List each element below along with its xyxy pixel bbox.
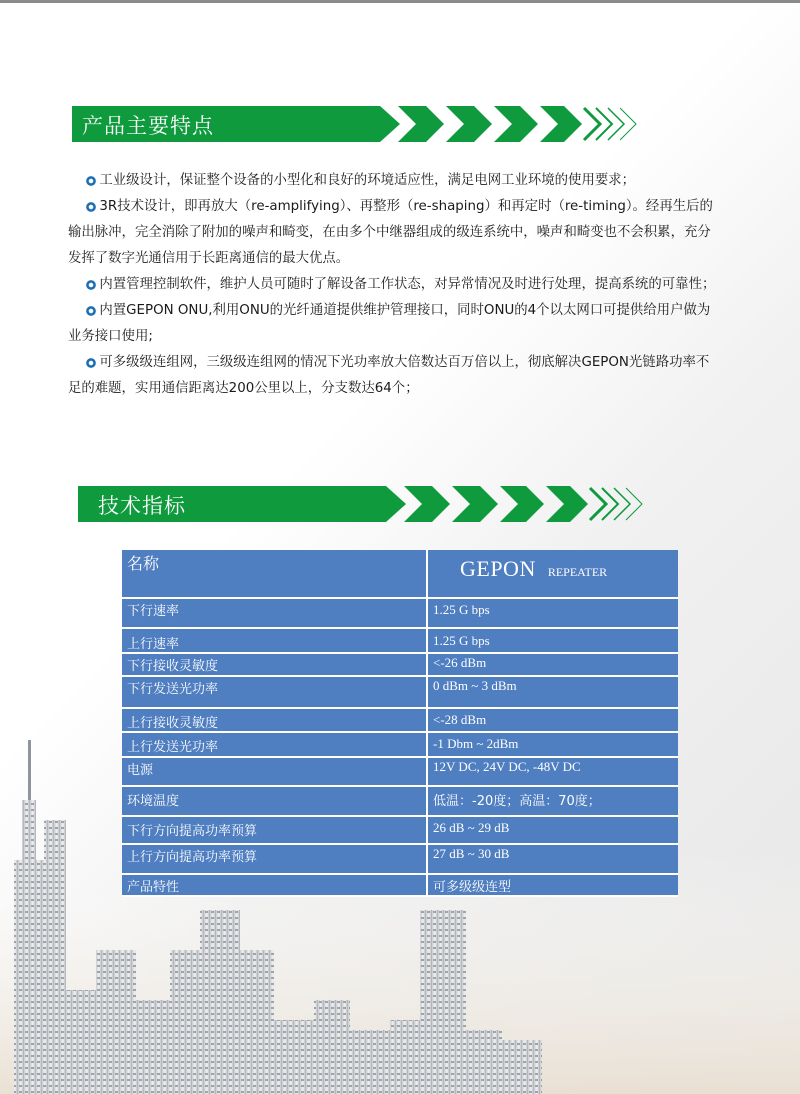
header-product-cell	[428, 550, 678, 599]
spec-name-cell: 下行接收灵敏度	[122, 654, 428, 677]
spec-value-cell: 27 dB ~ 30 dB	[428, 845, 678, 875]
table-row	[122, 677, 678, 709]
feature-item: 内置管理控制软件，维护人员可随时了解设备工作状态，对异常情况及时进行处理，提高系统的可靠性；	[68, 272, 718, 298]
feature-item: 内置GEPON ONU,利用ONU的光纤通道提供维护管理接口，同时ONU的4个以太网口可提供给用户做为业务接口使用;	[68, 303, 711, 344]
spec-value-cell: 26 dB ~ 29 dB	[428, 817, 678, 845]
spec-value-cell: 低温：-20度；高温：70度；	[428, 787, 678, 817]
table-row	[122, 629, 678, 654]
features-section-banner	[72, 104, 682, 144]
spec-table	[122, 550, 678, 897]
table-row	[122, 733, 678, 758]
spec-value-cell: -1 Dbm ~ 2dBm	[428, 733, 678, 758]
table-row	[122, 599, 678, 629]
spec-name-cell: 下行方向提高功率预算	[122, 817, 428, 845]
feature-list	[68, 168, 718, 402]
table-row	[122, 787, 678, 817]
product-name: GEPON	[460, 556, 536, 581]
bullet-icon	[86, 306, 96, 316]
spec-value-cell: 1.25 G bps	[428, 629, 678, 654]
spec-value-cell: 可多级级连型	[428, 875, 678, 897]
spec-name-cell: 电源	[122, 758, 428, 787]
features-section-title: 产品主要特点	[82, 114, 214, 138]
spec-value-cell: 0 dBm ~ 3 dBm	[428, 677, 678, 709]
spec-name-cell: 上行接收灵敏度	[122, 709, 428, 733]
bullet-icon	[86, 176, 96, 186]
spec-name-cell: 下行速率	[122, 599, 428, 629]
feature-item: 可多级级连组网，三级级连组网的情况下光功率放大倍数达百万倍以上，彻底解决GEPON光链路功率不足的难题，实用通信距离达200公里以上，分支数达64个；	[68, 355, 710, 396]
spec-name-cell: 上行方向提高功率预算	[122, 845, 428, 875]
spec-name-cell: 上行速率	[122, 629, 428, 654]
spec-name-cell: 上行发送光功率	[122, 733, 428, 758]
bullet-icon	[86, 202, 96, 212]
feature-item: 3R技术设计，即再放大（re-amplifying）、再整形（re-shaping）和再定时（re-timing）。经再生后的输出脉冲，完全消除了附加的噪声和畸变，在由多个中继器组成的级连系统中，噪声和畸变也不会积累，充分发挥了数字光通信用于长距离通信的最大优点。	[68, 199, 713, 266]
feature-item: 工业级设计，保证整个设备的小型化和良好的环境适应性，满足电网工业环境的使用要求；	[68, 168, 718, 194]
header-name-cell: 名称	[122, 550, 428, 599]
spec-value-cell: 12V DC, 24V DC, -48V DC	[428, 758, 678, 787]
table-row	[122, 875, 678, 897]
table-row	[122, 845, 678, 875]
spec-value-cell: <-28 dBm	[428, 709, 678, 733]
specs-section-title: 技术指标	[98, 494, 186, 518]
spec-name-cell: 产品特性	[122, 875, 428, 897]
spec-name-cell: 环境温度	[122, 787, 428, 817]
spec-name-cell: 下行发送光功率	[122, 677, 428, 709]
spec-value-cell: <-26 dBm	[428, 654, 678, 677]
spec-value-cell: 1.25 G bps	[428, 599, 678, 629]
bullet-icon	[86, 280, 96, 290]
table-row	[122, 654, 678, 677]
product-suffix: REPEATER	[547, 565, 608, 579]
bullet-icon	[86, 358, 96, 368]
specs-section-banner	[78, 484, 688, 524]
table-row	[122, 758, 678, 787]
table-row	[122, 709, 678, 733]
top-rule	[0, 0, 800, 3]
table-header-row	[122, 550, 678, 599]
table-row	[122, 817, 678, 845]
